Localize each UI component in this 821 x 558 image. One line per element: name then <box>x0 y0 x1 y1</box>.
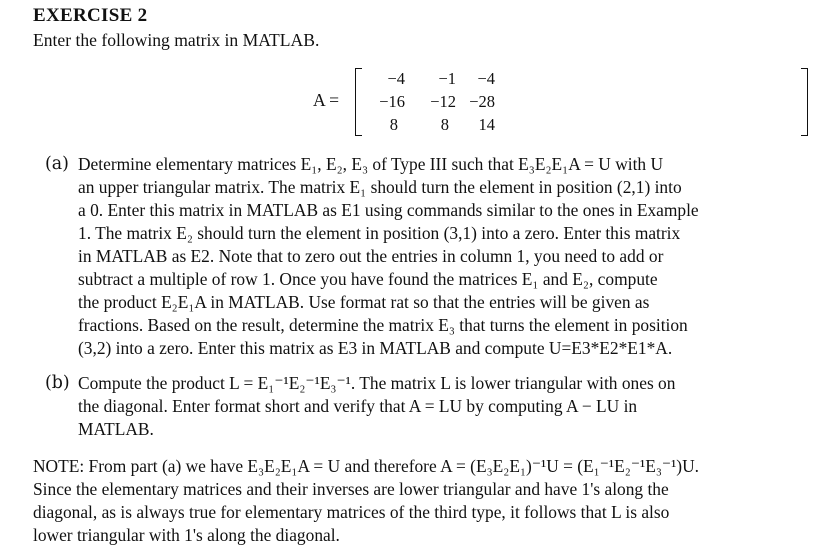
part-b-line: the diagonal. Enter format short and verify that A = LU by computing A − LU in <box>78 396 638 416</box>
part-a-line: (3,2) into a zero. Enter this matrix as E3 in MATLAB and compute U=E3*E2*E1*A. <box>78 338 673 358</box>
matrix-label: A = <box>313 90 340 110</box>
matrix-cell: −28 <box>469 92 495 111</box>
note-line: diagonal, as is always true for elementary matrices of the third type, it follows that L is also <box>33 502 670 522</box>
matrix-cell: 8 <box>440 115 449 134</box>
part-a-line: an upper triangular matrix. The matrix E₁ should turn the element in position (2,1) into <box>78 177 682 197</box>
part-a-line: a 0. Enter this matrix in MATLAB as E1 using commands similar to the ones in Example <box>78 200 699 220</box>
part-b-line: MATLAB. <box>78 419 154 439</box>
part-a-line: subtract a multiple of row 1. Once you have found the matrices E₁ and E₂, compute <box>78 269 658 289</box>
part-a-line: in MATLAB as E2. Note that to zero out the entries in column 1, you need to add or <box>78 246 664 266</box>
part-a-marker: (a) <box>45 154 69 174</box>
part-a-line: fractions. Based on the result, determine the matrix E₃ that turns the element in position <box>78 315 688 335</box>
matrix-cell: 8 <box>389 115 398 134</box>
part-a-line: the product E₂E₁A in MATLAB. Use format rat so that the entries will be given as <box>78 292 650 312</box>
note-line: NOTE: From part (a) we have E₃E₂E₁A = U and therefore A = (E₃E₂E₁)⁻¹U = (E₁⁻¹E₂⁻¹E₃⁻¹)U. <box>33 456 699 476</box>
note-line: Since the elementary matrices and their inverses are lower triangular and have 1's along the <box>33 479 669 499</box>
matrix-right-bracket <box>801 68 808 136</box>
note-line: lower triangular with 1's along the diagonal. <box>33 525 340 545</box>
matrix-cell: 14 <box>478 115 495 134</box>
matrix-cell: −12 <box>430 92 456 111</box>
part-b-marker: (b) <box>45 373 70 393</box>
matrix-cell: −1 <box>438 69 456 88</box>
matrix-cell: −4 <box>477 69 495 88</box>
matrix-cell: −4 <box>387 69 405 88</box>
matrix-cell: −16 <box>379 92 405 111</box>
exercise-title: EXERCISE 2 <box>33 5 148 26</box>
intro-text: Enter the following matrix in MATLAB. <box>33 30 320 50</box>
part-a-line: 1. The matrix E₂ should turn the element in position (3,1) into a zero. Enter this matrix <box>78 223 681 243</box>
part-a-line: Determine elementary matrices E₁, E₂, E₃ of Type III such that E₃E₂E₁A = U with U <box>78 154 664 174</box>
part-b-line: Compute the product L = E₁⁻¹E₂⁻¹E₃⁻¹. The matrix L is lower triangular with ones on <box>78 373 676 393</box>
